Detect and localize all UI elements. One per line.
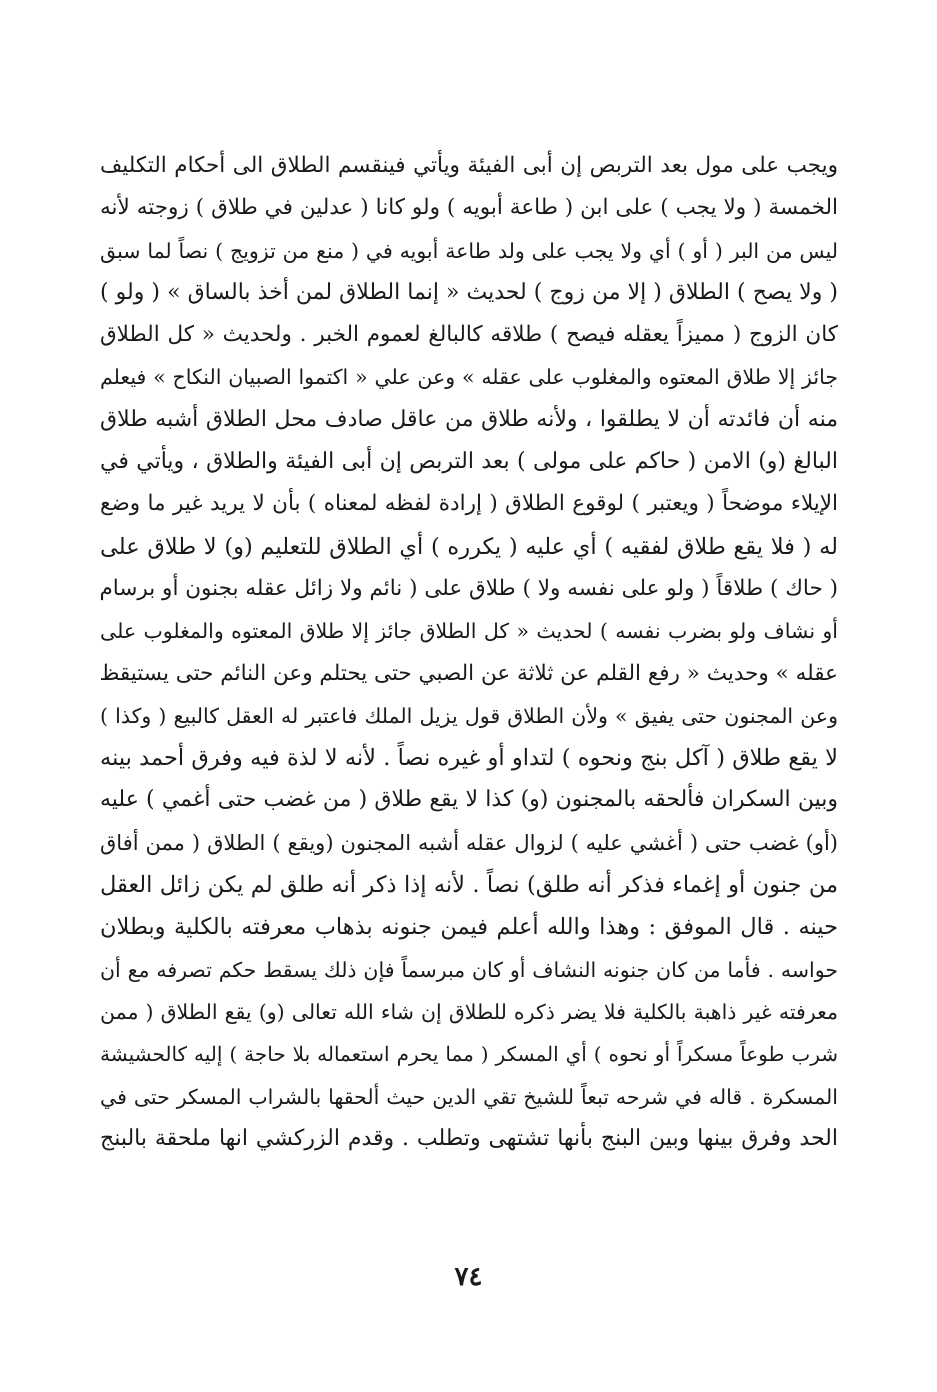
text-line: البالغ (و) الامن ( حاكم على مولى ) بعد التربص إن أبى الفيئة والطلاق ، ويأتي في (100, 449, 838, 475)
text-line: حواسه . فأما من كان جنونه النشاف أو كان مبرسماً فإن ذلك يسقط حكم تصرفه مع أن (100, 957, 838, 982)
text-line: وبين السكران فألحقه بالمجنون (و) كذا لا يقع طلاق ( من غضب حتى أغمي ) عليه (100, 787, 838, 813)
text-line: جائز إلا طلاق المعتوه والمغلوب على عقله » وعن علي « اكتموا الصبيان النكاح » فيعلم (100, 365, 838, 390)
text-line: (أو) غضب حتى ( أغشي عليه ) لزوال عقله أشبه المجنون (ويقع ) الطلاق ( ممن أفاق (100, 830, 838, 855)
text-line: حينه . قال الموفق : وهذا والله أعلم فيمن جنونه بذهاب معرفته بالكلية وبطلان (100, 914, 838, 941)
body-text (100, 145, 838, 1160)
text-line: ليس من البر ( أو ) أي ولا يجب على ولد طاعة أبويه في ( منع من تزويج ) نصاً لما سبق (100, 238, 838, 263)
text-line: الحد وفرق بينها وبين البنج بأنها تشتهى وتطلب . وقدم الزركشي انها ملحقة بالبنج (100, 1125, 838, 1151)
text-line: منه أن فائدته أن لا يطلقوا ، ولأنه طلاق من عاقل صادف محل الطلاق أشبه طلاق (100, 406, 838, 432)
text-line: الإيلاء موضحاً ( ويعتبر ) لوقوع الطلاق ( إرادة لفظه لمعناه ) بأن لا يريد غير ما وضع (100, 491, 838, 517)
text-line: الخمسة ( ولا يجب ) على ابن ( طاعة أبويه ) ولو كانا ( عدلين في طلاق ) زوجته لأنه (100, 195, 838, 221)
text-line: ( حاك ) طلاقاً ( ولو على نفسه ولا ) طلاق على ( نائم ولا زائل عقله بجنون أو برسام (100, 575, 838, 601)
text-line: عقله » وحديث « رفع القلم عن ثلاثة عن الصبي حتى يحتلم وعن النائم حتى يستيقظ (100, 660, 838, 686)
page-number: ٧٤ (454, 1262, 483, 1292)
text-line: المسكرة . قاله في شرحه تبعاً للشيخ تقي الدين حيث ألحقها بالشراب المسكر حتى في (100, 1084, 838, 1109)
text-line: شرب طوعاً مسكراً أو نحوه ) أي المسكر ( مما يحرم استعماله بلا حاجة ) إليه كالحشيشة (100, 1042, 838, 1067)
text-line: له ( فلا يقع طلاق لفقيه ) أي عليه ( يكرره ) أي الطلاق للتعليم (و) لا طلاق على (100, 533, 838, 560)
text-line: لا يقع طلاق ( آكل بنج ونحوه ) لتداو أو غيره نصاً . لأنه لا لذة فيه وفرق أحمد بينه (100, 745, 838, 772)
text-line: ( ولا يصح ) الطلاق ( إلا من زوج ) لحديث « إنما الطلاق لمن أخذ بالساق » ( ولو ) (100, 279, 838, 305)
text-line: أو نشاف ولو بضرب نفسه ) لحديث « كل الطلاق جائز إلا طلاق المعتوه والمغلوب على (100, 619, 838, 644)
text-line: وعن المجنون حتى يفيق » ولأن الطلاق قول يزيل الملك فاعتبر له العقل كالبيع ( وكذا ) (100, 703, 838, 728)
text-line: ويجب على مول بعد التربص إن أبى الفيئة ويأتي فينقسم الطلاق الى أحكام التكليف (100, 153, 838, 178)
text-line: كان الزوج ( مميزاً يعقله فيصح ) طلاقه كالبالغ لعموم الخبر . ولحديث « كل الطلاق (100, 322, 838, 348)
text-line: معرفته غير ذاهبة بالكلية فلا يضر ذكره للطلاق إن شاء الله تعالى (و) يقع الطلاق ( ممن (100, 999, 838, 1024)
text-line: من جنون أو إغماء فذكر أنه طلق) نصاً . لأنه إذا ذكر أنه طلق لم يكن زائل العقل (100, 872, 838, 899)
